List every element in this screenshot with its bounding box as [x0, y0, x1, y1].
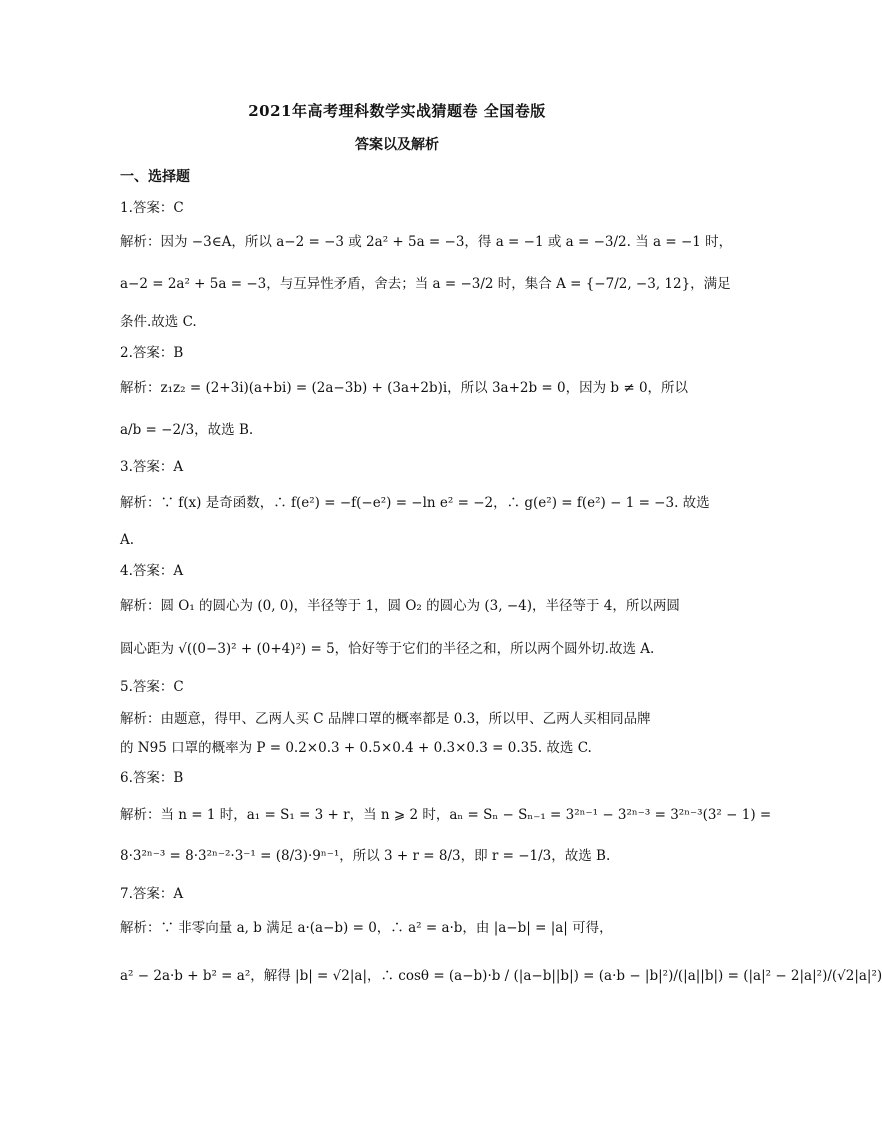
text-line: 8·3²ⁿ⁻³ = 8·3²ⁿ⁻²·3⁻¹ = (8/3)·9ⁿ⁻¹，所以 3 + r = 8/3，即 r = −1/3，故选 B. — [120, 848, 611, 864]
text-line: 5.答案：C — [120, 679, 184, 695]
text-line: 4.答案：A — [120, 563, 184, 579]
text-line: 条件.故选 C. — [120, 314, 197, 330]
text-line: A. — [120, 532, 135, 548]
text-line: 7.答案：A — [120, 886, 184, 902]
section-heading: 一、选择题 — [120, 169, 190, 185]
text-line: 1.答案：C — [120, 200, 184, 216]
text-line: 6.答案：B — [120, 770, 184, 786]
text-line: a/b = −2/3，故选 B. — [120, 422, 254, 438]
document-subtitle: 答案以及解析 — [355, 137, 439, 153]
text-line: 解析：∵ 非零向量 a, b 满足 a·(a−b) = 0，∴ a² = a·b，由 |a−b| = |a| 可得， — [120, 920, 613, 936]
text-line: 解析：由题意，得甲、乙两人买 C 品牌口罩的概率都是 0.3，所以甲、乙两人买相同品牌 — [120, 711, 651, 727]
text-line: 解析：因为 −3∈A，所以 a−2 = −3 或 2a² + 5a = −3，得 a = −1 或 a = −3/2. 当 a = −1 时， — [120, 234, 733, 250]
text-line: 圆心距为 √((0−3)² + (0+4)²) = 5，恰好等于它们的半径之和，所以两个圆外切.故选 A. — [120, 641, 655, 657]
text-line: 的 N95 口罩的概率为 P = 0.2×0.3 + 0.5×0.4 + 0.3×0.3 = 0.35. 故选 C. — [120, 740, 592, 756]
text-line: 3.答案：A — [120, 459, 184, 475]
text-line: 解析：z₁z₂ = (2+3i)(a+bi) = (2a−3b) + (3a+2b)i，所以 3a+2b = 0，因为 b ≠ 0，所以 — [120, 380, 689, 396]
document-title: 2021年高考理科数学实战猜题卷 全国卷版 — [248, 102, 546, 120]
text-line: 2.答案：B — [120, 345, 184, 361]
text-line: 解析：圆 O₁ 的圆心为 (0, 0)，半径等于 1，圆 O₂ 的圆心为 (3, −4)，半径等于 4，所以两圆 — [120, 598, 680, 614]
text-line: a−2 = 2a² + 5a = −3，与互异性矛盾，舍去；当 a = −3/2 时，集合 A = {−7/2, −3, 12}，满足 — [120, 276, 731, 292]
text-line: a² − 2a·b + b² = a²，解得 |b| = √2|a|，∴ cosθ = (a−b)·b / (|a−b||b|) = (a·b − |b|²)/(|a||b|) = (|a|² − 2|a|²)/(√2|a|²) — [120, 968, 882, 984]
text-line: 解析：当 n = 1 时，a₁ = S₁ = 3 + r，当 n ⩾ 2 时，aₙ = Sₙ − Sₙ₋₁ = 3²ⁿ⁻¹ − 3²ⁿ⁻³ = 3²ⁿ⁻³(3² − 1) = — [120, 807, 772, 823]
text-line: 解析：∵ f(x) 是奇函数，∴ f(e²) = −f(−e²) = −ln e² = −2，∴ g(e²) = f(e²) − 1 = −3. 故选 — [120, 495, 710, 511]
